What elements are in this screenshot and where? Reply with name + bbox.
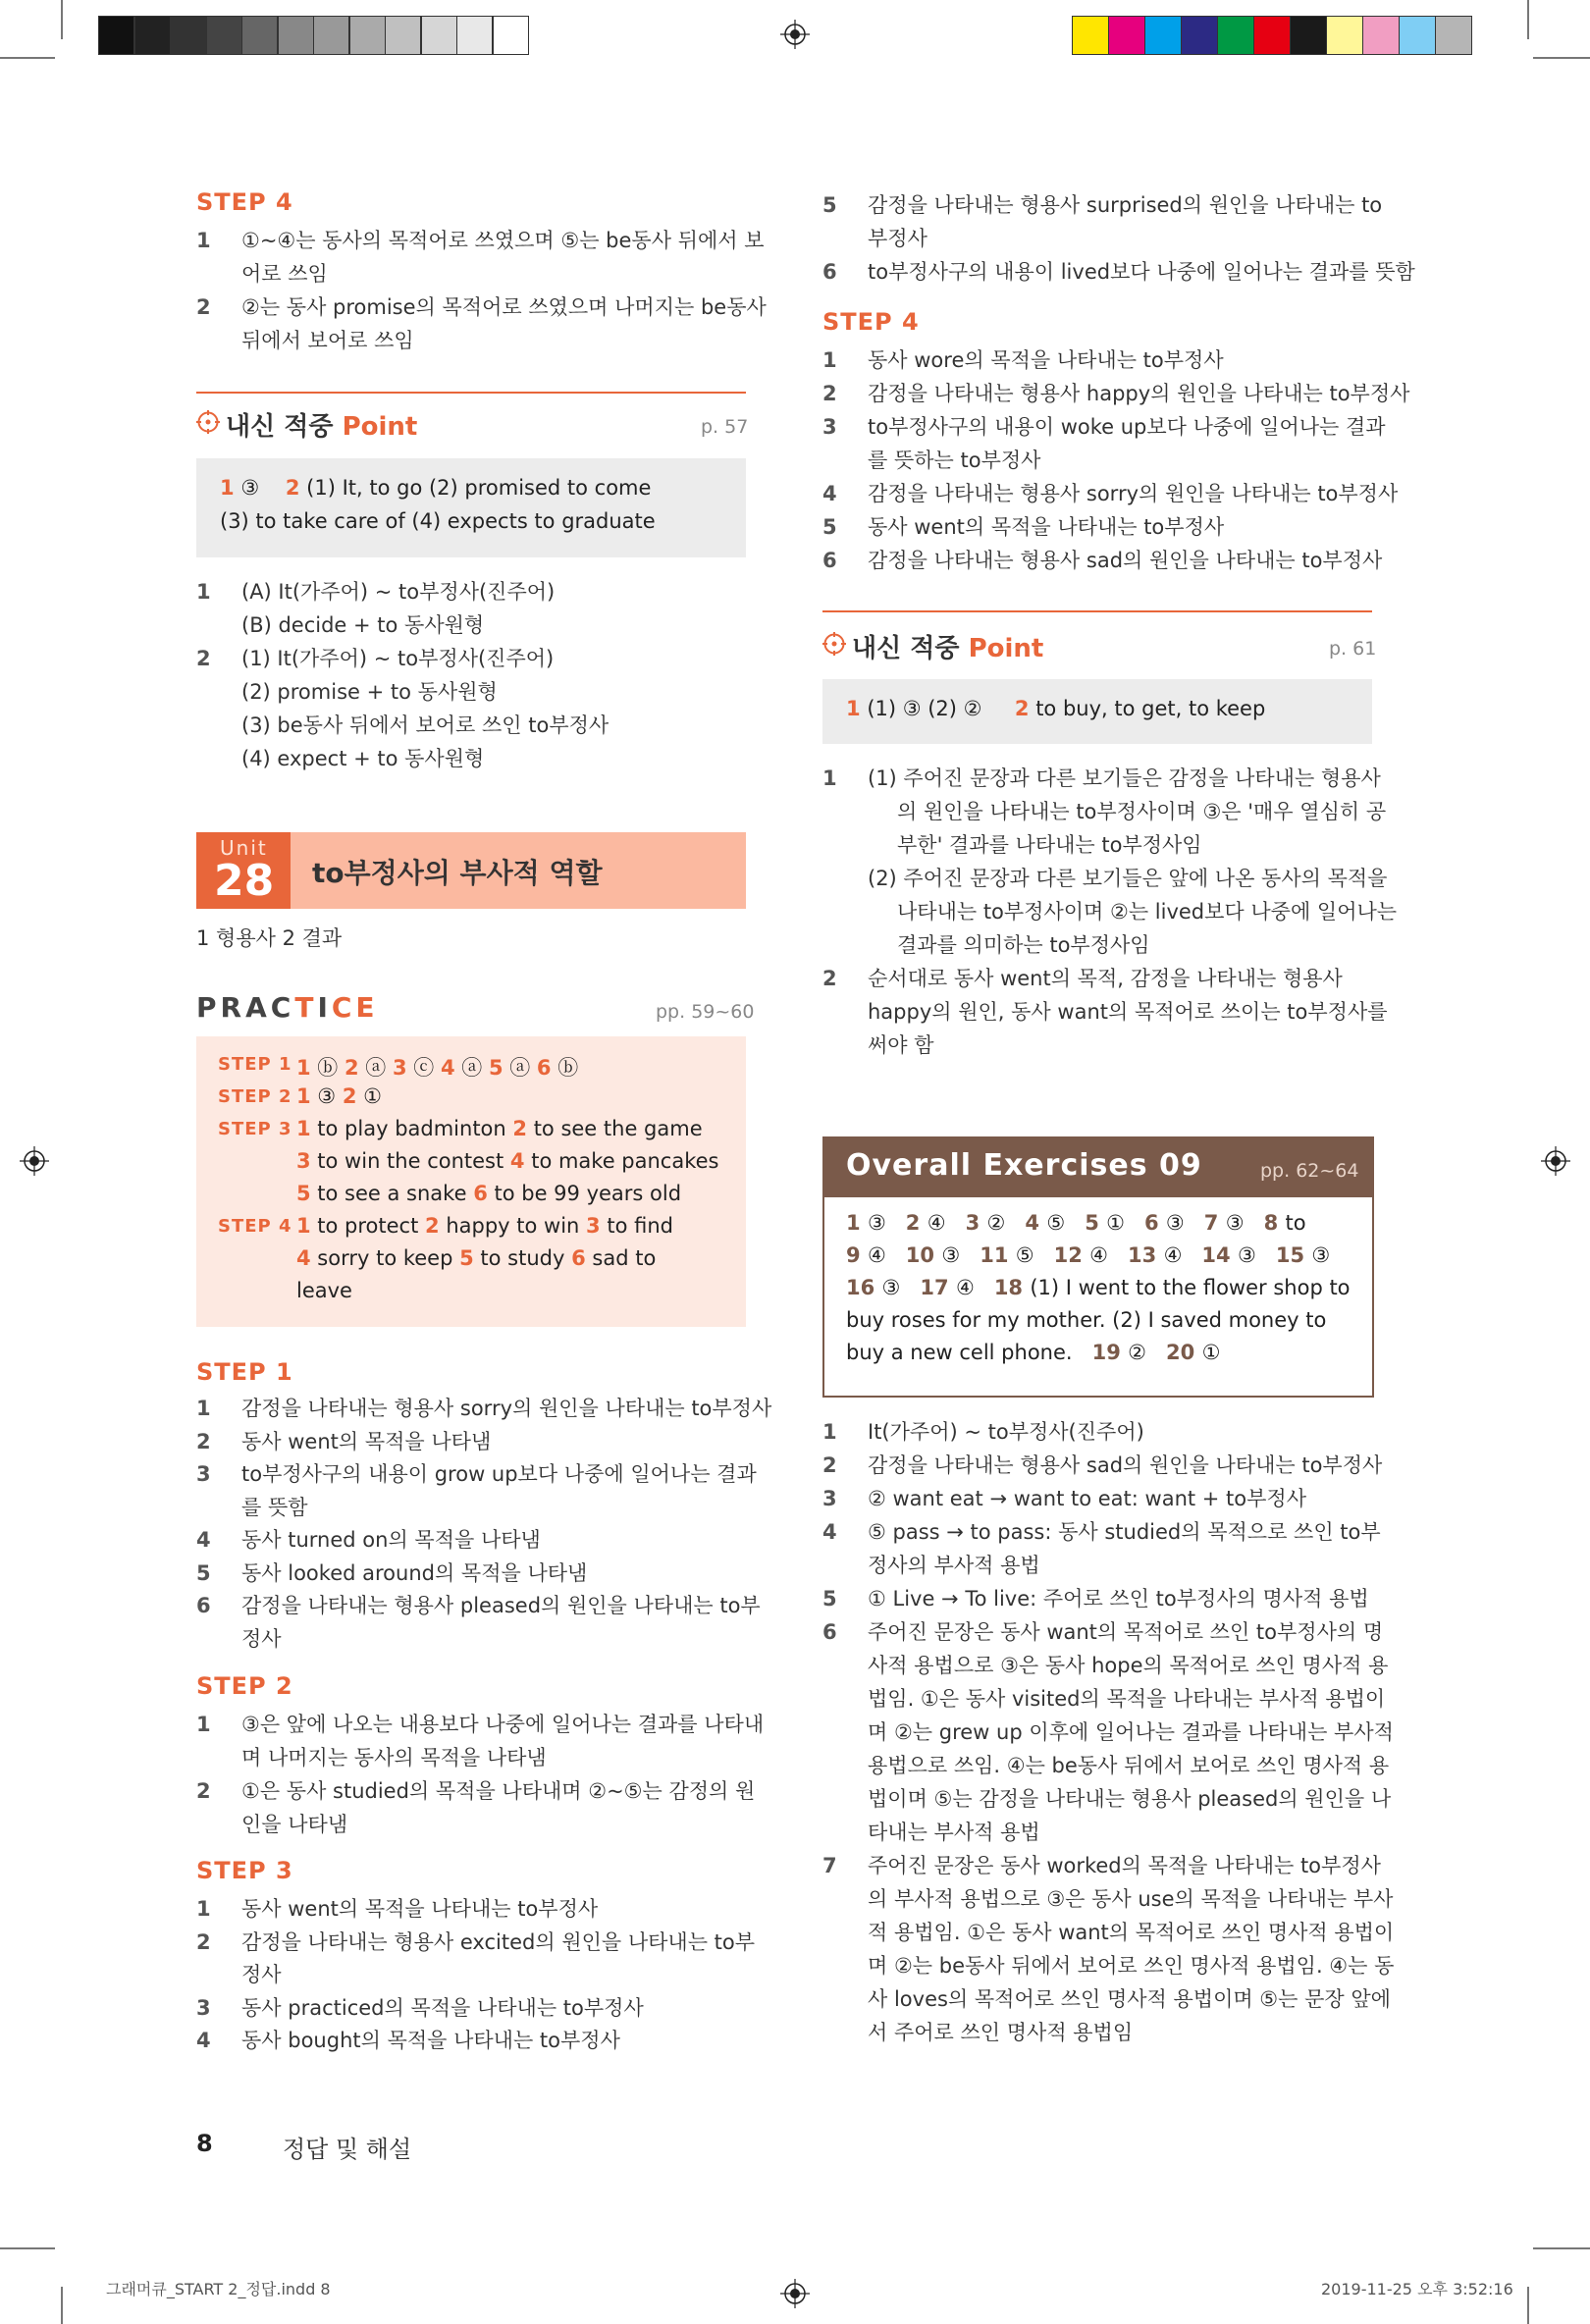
- item-text: 주어진 문장은 동사 want의 목적어로 쓰인 to부정사의 명: [868, 1620, 1384, 1644]
- item-text: (1) 주어진 문장과 다른 보기들은 감정을 나타내는 형용사: [868, 766, 1381, 790]
- answer-num: 1: [846, 697, 861, 720]
- overall-title: Overall Exercises 09: [846, 1148, 1202, 1183]
- divider: [196, 392, 746, 394]
- item-number: 5: [196, 1560, 211, 1585]
- item-text: 감정을 나타내는 형용사 happy의 원인을 나타내는 to부정사: [868, 382, 1410, 405]
- item-text: 감정을 나타내는 형용사 surprised의 원인을 나타내는 to: [868, 193, 1383, 217]
- item-text: 부정사: [868, 227, 928, 250]
- gray-swatch: [241, 16, 278, 55]
- item-text: 부한' 결과를 나타내는 to부정사임: [897, 833, 1202, 857]
- overall-answer-line: 9 ④ 10 ③ 11 ⑤ 12 ④ 13 ④ 14 ③ 15 ③: [846, 1243, 1331, 1267]
- divider: [822, 610, 1372, 612]
- crop-mark: [0, 57, 55, 59]
- step4-heading-right: STEP 4: [822, 308, 920, 336]
- practice-answer-line: 3 to win the contest 4 to make pancakes: [296, 1149, 719, 1173]
- item-text: ① Live → To live: 주어로 쓰인 to부정사의 명사적 용법: [868, 1587, 1369, 1611]
- page-ref: p. 57: [701, 416, 749, 438]
- item-text: 동사 wore의 목적을 나타내는 to부정사: [868, 348, 1224, 372]
- gray-swatch: [134, 16, 171, 55]
- color-swatch: [1253, 16, 1291, 55]
- page-ref: pp. 59~60: [656, 1001, 755, 1023]
- list-item: [822, 1615, 1394, 1849]
- gray-swatch: [278, 16, 314, 55]
- item-text: 를 뜻함: [241, 1495, 308, 1519]
- item-number: 3: [822, 1487, 837, 1510]
- point-title: [226, 406, 417, 443]
- page-ref: p. 61: [1329, 638, 1377, 660]
- registration-mark-icon: [1541, 1146, 1570, 1176]
- item-number: 4: [196, 1528, 211, 1552]
- item-text: 감정을 나타내는 형용사 sorry의 원인을 나타내는 to부정사: [868, 482, 1399, 505]
- unit-answers: 1 형용사 2 결과: [196, 926, 343, 950]
- item-number: 3: [196, 1995, 211, 2020]
- item-text: 서 주어로 쓰인 명사적 용법임: [868, 2021, 1134, 2044]
- gray-swatch: [385, 16, 421, 55]
- crop-mark: [1527, 0, 1529, 39]
- item-text: 정사의 부사적 용법: [868, 1554, 1040, 1577]
- list-item: [822, 477, 1399, 510]
- slug-date: 2019-11-25 오후 3:52:16: [1321, 2280, 1513, 2298]
- item-text: 인을 나타냄: [241, 1813, 348, 1836]
- item-text: 법이며 ⑤는 감정을 나타내는 형용사 pleased의 원인을 나: [868, 1787, 1392, 1811]
- color-swatch: [1181, 16, 1218, 55]
- practice-answer-line: leave: [296, 1279, 352, 1302]
- item-number: 1: [822, 1420, 837, 1444]
- item-number: 4: [822, 1520, 837, 1544]
- list-item: [822, 1849, 1395, 2049]
- item-text: 동사 looked around의 목적을 나타냄: [241, 1560, 588, 1585]
- item-text: 의 부사적 용법으로 ③은 동사 use의 목적을 나타내는 부사: [868, 1887, 1394, 1911]
- item-number: 1: [822, 348, 837, 372]
- list-item: [822, 1582, 1372, 1615]
- item-text: (A) It(가주어) ~ to부정사(진주어): [241, 580, 556, 604]
- item-text: 정사: [241, 1963, 282, 1986]
- list-item: [196, 1557, 746, 1590]
- list-item: [822, 377, 1410, 410]
- list-item: [822, 1449, 1383, 1482]
- answer-num: 1: [220, 476, 235, 500]
- list-item: [822, 762, 1398, 962]
- crop-mark: [1527, 2287, 1529, 2324]
- practice-title-part: PRA: [196, 991, 271, 1024]
- color-swatch: [1217, 16, 1254, 55]
- slug-file: 그래머큐_START 2_정답.indd 8: [106, 2280, 331, 2298]
- item-text: 용법으로 쓰임. ④는 be동사 뒤에서 보어로 쓰인 명사적 용: [868, 1754, 1390, 1777]
- list-item: [196, 224, 765, 290]
- item-text: ①~④는 동사의 목적어로 쓰였으며 ⑤는 be동사 뒤에서 보: [241, 229, 765, 252]
- practice-answer-line: 1 to protect 2 happy to win 3 to find: [296, 1214, 673, 1238]
- list-item: [196, 1708, 765, 1774]
- item-text: to부정사구의 내용이 woke up보다 나중에 일어나는 결과: [868, 415, 1386, 439]
- color-swatch: [1290, 16, 1327, 55]
- practice-answer-line: 5 to see a snake 6 to be 99 years old: [296, 1182, 682, 1205]
- item-number: 5: [822, 193, 837, 217]
- item-text: 순서대로 동사 went의 목적, 감정을 나타내는 형용사: [868, 967, 1343, 990]
- point-title-ko: 내신 적중: [226, 412, 334, 442]
- practice-step-label: STEP 2: [218, 1086, 292, 1107]
- color-swatch: [1399, 16, 1436, 55]
- list-item: [822, 510, 1372, 544]
- item-text: 사 loves의 목적어로 쓰인 명사적 용법이며 ⑤는 문장 앞에: [868, 1987, 1391, 2011]
- list-item: [822, 188, 1383, 255]
- list-item: [196, 642, 746, 775]
- item-text: (2) promise + to 동사원형: [241, 680, 498, 704]
- item-number: 1: [822, 766, 837, 790]
- item-text: 의 원인을 나타내는 to부정사이며 ③은 '매우 열심히 공: [897, 800, 1387, 823]
- answer-val: (1) It, to go (2) promised to come: [306, 476, 652, 500]
- item-text: (4) expect + to 동사원형: [241, 747, 485, 770]
- unit-title: to부정사의 부사적 역할: [312, 857, 603, 889]
- gray-swatch: [456, 16, 493, 55]
- item-text: 정사: [241, 1626, 282, 1651]
- practice-answer-line: 1 to play badminton 2 to see the game: [296, 1117, 703, 1140]
- answer-val: (1) ③ (2) ②: [867, 697, 982, 720]
- item-text: ⑤ pass → to pass: 동사 studied의 목적으로 쓰인 to부: [868, 1520, 1381, 1544]
- list-item: [196, 2024, 746, 2057]
- answer-line: (3) to take care of (4) expects to graduate: [220, 509, 656, 533]
- item-number: 4: [196, 2029, 211, 2052]
- color-swatch: [1072, 16, 1109, 55]
- item-text: 동사 turned on의 목적을 나타냄: [241, 1528, 541, 1552]
- step2-heading: STEP 2: [196, 1672, 293, 1700]
- target-icon: [822, 632, 846, 656]
- step4-heading: STEP 4: [196, 188, 293, 216]
- item-text: 적 용법임. ①은 동사 want의 목적어로 쓰인 명사적 용법이: [868, 1921, 1395, 1944]
- practice-step-label: STEP 4: [218, 1216, 292, 1237]
- list-item: [196, 1991, 746, 2025]
- answer-num: 2: [285, 476, 300, 500]
- answer-val: to buy, to get, to keep: [1035, 697, 1266, 720]
- item-text: 며 ②는 be동사 뒤에서 보어로 쓰인 명사적 용법임. ④는 동: [868, 1954, 1395, 1978]
- item-number: 6: [822, 549, 837, 572]
- item-number: 6: [822, 260, 837, 284]
- list-item: [196, 575, 746, 642]
- unit-tag: [196, 832, 291, 909]
- gray-swatch: [206, 16, 242, 55]
- item-number: 6: [822, 1620, 837, 1644]
- answer-num: 2: [1014, 697, 1030, 720]
- target-icon: [196, 410, 220, 434]
- item-text: (B) decide + to 동사원형: [241, 613, 485, 637]
- item-number: 1: [196, 580, 211, 604]
- list-item: [196, 1425, 746, 1458]
- item-text: 며 ②는 grew up 이후에 일어나는 결과를 나타내는 부사적: [868, 1720, 1394, 1744]
- item-text: 동사 went의 목적을 나타내는 to부정사: [868, 515, 1225, 539]
- item-text: ②는 동사 promise의 목적어로 쓰였으며 나머지는 be동사: [241, 295, 767, 319]
- item-number: 7: [822, 1854, 837, 1877]
- item-text: 동사 went의 목적을 나타내는 to부정사: [241, 1897, 599, 1921]
- answer-box: [196, 458, 746, 557]
- point-title-en: Point: [342, 412, 418, 442]
- registration-mark-icon: [780, 20, 810, 49]
- item-number: 3: [822, 415, 837, 439]
- point-title-right: [852, 628, 1043, 664]
- overall-answer-line: buy a new cell phone. 19 ② 20 ①: [846, 1341, 1221, 1364]
- overall-answer-line: buy roses for my mother. (2) I saved money to: [846, 1308, 1327, 1332]
- item-text: 법임. ①은 동사 visited의 목적을 나타내는 부사적 용법이: [868, 1687, 1386, 1711]
- step3-heading: STEP 3: [196, 1857, 293, 1884]
- registration-mark-icon: [780, 2279, 810, 2308]
- gray-swatch: [98, 16, 134, 55]
- item-text: 동사 went의 목적을 나타냄: [241, 1429, 492, 1453]
- item-text: 타내는 부사적 용법: [868, 1821, 1040, 1844]
- list-item: [822, 1415, 1372, 1449]
- unit-number: 28: [214, 856, 275, 906]
- item-text: 감정을 나타내는 형용사 sorry의 원인을 나타내는 to부정사: [241, 1397, 772, 1420]
- gray-swatch: [170, 16, 206, 55]
- crop-mark: [1533, 57, 1590, 59]
- answer-val: ③: [240, 476, 260, 500]
- list-item: [196, 1523, 746, 1557]
- list-item: [196, 1892, 746, 1926]
- item-text: 써야 함: [868, 1033, 934, 1057]
- list-item: [822, 343, 1372, 377]
- list-item: [196, 1457, 757, 1523]
- item-number: 2: [822, 382, 837, 405]
- footer-section: 정답 및 해설: [283, 2136, 412, 2163]
- item-number: 2: [196, 1779, 211, 1803]
- list-item: [822, 255, 1415, 289]
- item-text: 결과를 의미하는 to부정사임: [897, 933, 1150, 957]
- item-text: 를 뜻하는 to부정사: [868, 449, 1041, 472]
- item-text: 뒤에서 보어로 쓰임: [241, 329, 414, 352]
- practice-answer-line: 4 sorry to keep 5 to study 6 sad to: [296, 1246, 657, 1270]
- item-text: to부정사구의 내용이 lived보다 나중에 일어나는 결과를 뜻함: [868, 260, 1415, 284]
- practice-title-part: CE: [331, 991, 379, 1024]
- item-number: 2: [196, 1429, 211, 1453]
- item-text: happy의 원인, 동사 want의 목적어로 쓰이는 to부정사를: [868, 1000, 1388, 1024]
- crop-mark: [61, 0, 63, 39]
- list-item: [822, 1515, 1381, 1582]
- overall-answer-box: [822, 1195, 1374, 1398]
- list-item: [196, 1926, 756, 1991]
- item-number: 5: [822, 1587, 837, 1611]
- item-text: 감정을 나타내는 형용사 pleased의 원인을 나타내는 to부: [241, 1594, 761, 1617]
- unit-label: Unit: [220, 836, 268, 860]
- crop-mark: [1533, 2247, 1590, 2249]
- practice-title-part: C: [270, 991, 295, 1024]
- page-number: 8: [196, 2130, 213, 2157]
- registration-mark-icon: [20, 1146, 49, 1176]
- item-text: ② want eat → want to eat: want + to부정사: [868, 1487, 1306, 1510]
- item-number: 1: [196, 229, 211, 252]
- overall-answer-line: 1 ③ 2 ④ 3 ② 4 ⑤ 5 ① 6 ③ 7 ③ 8 to: [846, 1211, 1306, 1235]
- list-item: [196, 1774, 756, 1841]
- item-text: It(가주어) ~ to부정사(진주어): [868, 1420, 1144, 1444]
- item-text: 주어진 문장은 동사 worked의 목적을 나타내는 to부정사: [868, 1854, 1381, 1877]
- answer-box-right: [822, 679, 1372, 744]
- item-number: 6: [196, 1594, 211, 1617]
- crop-mark: [0, 2247, 55, 2249]
- item-number: 2: [196, 1929, 211, 1954]
- item-number: 3: [196, 1462, 211, 1486]
- practice-title-part: T: [294, 991, 318, 1024]
- color-swatch: [1144, 16, 1182, 55]
- item-number: 4: [822, 482, 837, 505]
- gray-swatch: [421, 16, 457, 55]
- item-text: (1) It(가주어) ~ to부정사(진주어): [241, 647, 555, 670]
- item-text: 감정을 나타내는 형용사 sad의 원인을 나타내는 to부정사: [868, 549, 1383, 572]
- gray-swatch: [313, 16, 349, 55]
- practice-step-label: STEP 3: [218, 1119, 292, 1139]
- list-item: [822, 962, 1388, 1062]
- item-text: to부정사구의 내용이 grow up보다 나중에 일어나는 결과: [241, 1462, 757, 1486]
- gray-swatch: [349, 16, 386, 55]
- list-item: [822, 410, 1386, 477]
- practice-answer-box: [196, 1036, 746, 1327]
- item-text: 동사 bought의 목적을 나타내는 to부정사: [241, 2029, 620, 2052]
- item-number: 2: [822, 1453, 837, 1477]
- item-text: (3) be동사 뒤에서 보어로 쓰인 to부정사: [241, 713, 610, 737]
- list-item: [196, 290, 767, 357]
- color-swatch: [1435, 16, 1472, 55]
- item-text: 동사 practiced의 목적을 나타내는 to부정사: [241, 1995, 644, 2020]
- practice-step-label: STEP 1: [218, 1054, 292, 1075]
- item-text: 어로 쓰임: [241, 262, 328, 286]
- color-swatch: [1362, 16, 1400, 55]
- list-item: [822, 544, 1383, 577]
- item-number: 2: [822, 967, 837, 990]
- practice-title: [196, 991, 379, 1024]
- unit-banner: [196, 832, 746, 909]
- item-text: ①은 동사 studied의 목적을 나타내며 ②~⑤는 감정의 원: [241, 1779, 756, 1803]
- item-text: ③은 앞에 나오는 내용보다 나중에 일어나는 결과를 나타내: [241, 1713, 765, 1736]
- practice-answer-line: 1 ⓑ 2 ⓐ 3 ⓒ 4 ⓐ 5 ⓐ 6 ⓑ: [296, 1056, 579, 1080]
- crop-mark: [61, 2287, 63, 2324]
- item-text: 감정을 나타내는 형용사 sad의 원인을 나타내는 to부정사: [868, 1453, 1383, 1477]
- item-text: 사적 용법으로 ③은 동사 hope의 목적어로 쓰인 명사적 용: [868, 1654, 1389, 1677]
- point-title-en: Point: [968, 634, 1044, 663]
- list-item: [196, 1392, 772, 1425]
- item-number: 5: [822, 515, 837, 539]
- color-swatch: [1326, 16, 1363, 55]
- item-number: 1: [196, 1897, 211, 1921]
- item-number: 2: [196, 295, 211, 319]
- item-text: 나타내는 to부정사이며 ②는 lived보다 나중에 일어나는: [897, 900, 1398, 924]
- overall-answer-line: 16 ③ 17 ④ 18 (1) I went to the flower shop to: [846, 1276, 1351, 1299]
- overall-header: [822, 1136, 1374, 1197]
- step1-heading: STEP 1: [196, 1358, 293, 1386]
- item-text: 감정을 나타내는 형용사 excited의 원인을 나타내는 to부: [241, 1929, 756, 1954]
- gray-swatch: [493, 16, 529, 55]
- list-item: [822, 1482, 1372, 1515]
- point-title-ko: 내신 적중: [852, 634, 960, 663]
- item-text: (2) 주어진 문장과 다른 보기들은 앞에 나온 동사의 목적을: [868, 867, 1388, 890]
- page-ref: pp. 62~64: [1260, 1160, 1359, 1182]
- item-text: 며 나머지는 동사의 목적을 나타냄: [241, 1746, 547, 1769]
- item-number: 2: [196, 647, 211, 670]
- item-number: 1: [196, 1713, 211, 1736]
- item-number: 1: [196, 1397, 211, 1420]
- practice-answer-line: 1 ③ 2 ①: [296, 1084, 382, 1108]
- color-swatch: [1108, 16, 1145, 55]
- practice-title-part: I: [317, 991, 332, 1024]
- list-item: [196, 1589, 761, 1655]
